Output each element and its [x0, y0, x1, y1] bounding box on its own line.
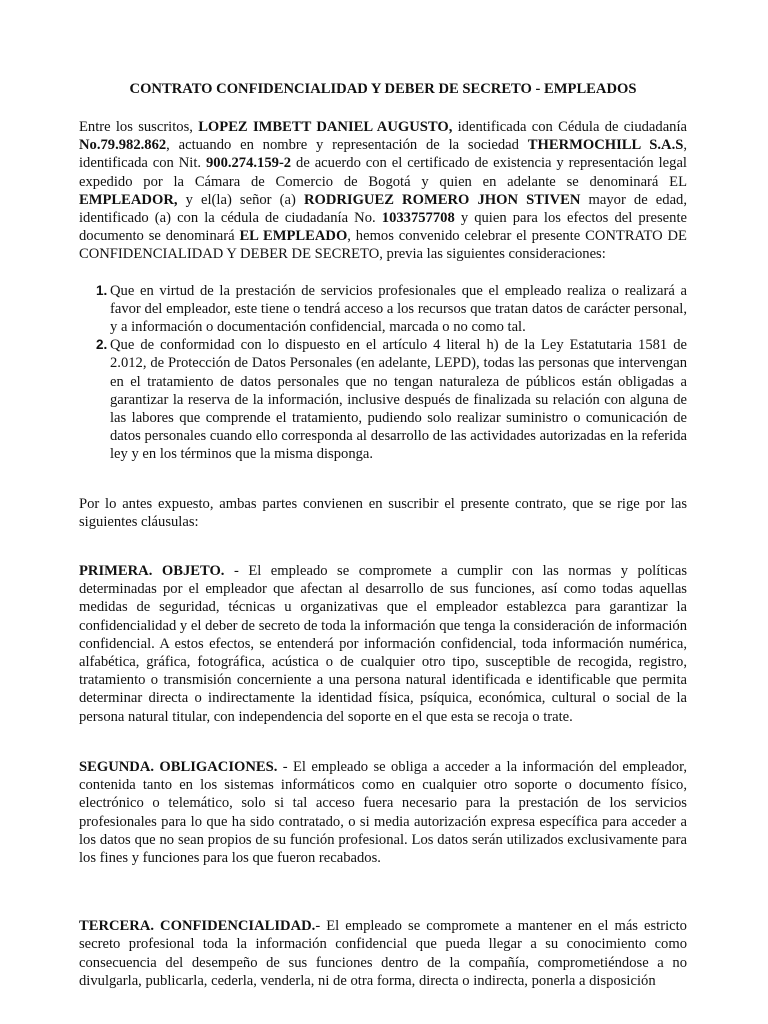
- intro-text: y quien para los efectos del presente documento se denominará: [79, 210, 687, 245]
- clause-tercera: [79, 917, 687, 990]
- clause-text: - El empleado se compromete a mantener en el más estricto secreto profesional toda la información confidencial que pueda llegar a su conocimiento como consecuencia del desempeño de sus funciones dentro de la compañía, comprometiéndose a no divulgarla, publicarla, cederla, venderla, ni de otra forma, directa o indirecta, ponerla a disposición: [79, 918, 687, 989]
- employer-representative-name: LOPEZ IMBETT DANIEL AUGUSTO,: [198, 119, 453, 135]
- intro-text: Entre los suscritos,: [79, 119, 199, 135]
- representative-id-number: No.79.982.862: [79, 137, 167, 154]
- clause-text: - El empleado se compromete a cumplir con las normas y políticas determinadas por el empleador que afectan al desarrollo de sus funciones, así como todas aquellas medidas de seguridad, técnicas u organizativas que el empleador establezca para garantizar la confidencialidad y el deber de secreto de toda la información que tenga la consideración de información confidencial. A estos efectos, se entenderá por información confidencial, toda información numérica, alfabética, gráfica, fotográfica, acústica o de cualquier otro tipo, susceptible de recogida, registro, tratamiento o transmisión concerniente a una persona natural identificada e identificable que permita determinar directa o indirectamente la identidad física, psíquica, económica, cultural o social de la persona natural titular, con independencia del soporte en el que esta se recoja o trate.: [79, 563, 688, 725]
- intro-text: mayor de edad, identificado (a) con la cédula de ciudadanía No.: [79, 191, 688, 227]
- contract-page: [79, 80, 687, 990]
- employee-term: EL EMPLEADO: [239, 228, 348, 245]
- considerations-list: [79, 282, 687, 464]
- list-item-text: Que en virtud de la prestación de servicios profesionales que el empleado realiza o realizará a favor del empleador, este tiene o tendrá acceso a los recursos que tratan datos de carácter personal, y a información o documentación confidencial, marcada o no como tal.: [110, 282, 687, 336]
- expuesto-paragraph: Por lo antes expuesto, ambas partes convienen en suscribir el presente contrato, que se rige por las siguientes cláusulas:: [79, 495, 687, 530]
- intro-text: y el(la) señor (a): [177, 191, 304, 208]
- clause-heading: SEGUNDA. OBLIGACIONES.: [79, 758, 278, 775]
- clause-heading: PRIMERA. OBJETO.: [79, 563, 225, 580]
- intro-paragraph: [79, 118, 687, 264]
- list-item: [79, 282, 687, 337]
- intro-text: de acuerdo con el certificado de existencia y representación legal expedido por la Cámara de Comercio de Bogotá y quien en adelante se denominará EL: [79, 155, 687, 190]
- employee-id-number: 1033757708: [381, 210, 455, 227]
- clause-segunda: [79, 758, 687, 867]
- list-item-number: 2.: [96, 337, 108, 353]
- employer-term: EMPLEADOR,: [79, 191, 178, 208]
- company-nit: 900.274.159-2: [205, 155, 292, 172]
- intro-text: , identificada con Nit.: [79, 137, 687, 172]
- document-title: CONTRATO CONFIDENCIALIDAD Y DEBER DE SECRETO - EMPLEADOS: [129, 81, 637, 97]
- intro-text: , actuando en nombre y representación de la sociedad: [166, 137, 528, 154]
- clause-heading: TERCERA. CONFIDENCIALIDAD.: [79, 918, 316, 935]
- intro-text: identificada con Cédula de ciudadanía: [452, 119, 687, 135]
- list-item-text: Que de conformidad con lo dispuesto en el artículo 4 literal h) de la Ley Estatutaria 1581 de 2.012, de Protección de Datos Personales (en adelante, LEPD), todas las personas que intervengan en el tratamiento de datos personales que no tengan naturaleza de públicos están obligadas a garantizar la reserva de la información, inclusive después de finalizada su relación con alguna de las labores que comprende el tratamiento, pudiendo solo realizar suministro o comunicación de datos personales cuando ello corresponda al desarrollo de las actividades autorizadas en la referida ley y en los términos que la misma disponga.: [110, 337, 687, 463]
- clause-primera: [79, 562, 687, 726]
- employee-name: RODRIGUEZ ROMERO JHON STIVEN: [303, 191, 581, 208]
- list-item-number: 1.: [96, 282, 108, 298]
- intro-text: , hemos convenido celebrar el presente CONTRATO DE CONFIDENCIALIDAD Y DEBER DE SECRETO, previa las siguientes consideraciones:: [79, 228, 687, 263]
- clause-text: - El empleado se obliga a acceder a la información del empleador, contenida tanto en los sistemas informáticos como en cualquier otro soporte o documento físico, electrónico o telemático, solo si tal acceso fuera necesario para la prestación de los servicios profesionales para lo que ha sido contratado, o si media autorización expresa específica para acceder a los datos que no sean propios de su función profesional. Los datos serán utilizados exclusivamente para los fines y funciones para los que fueron recabados.: [79, 758, 687, 866]
- company-name: THERMOCHILL S.A.S: [527, 137, 684, 154]
- list-item: [79, 336, 687, 463]
